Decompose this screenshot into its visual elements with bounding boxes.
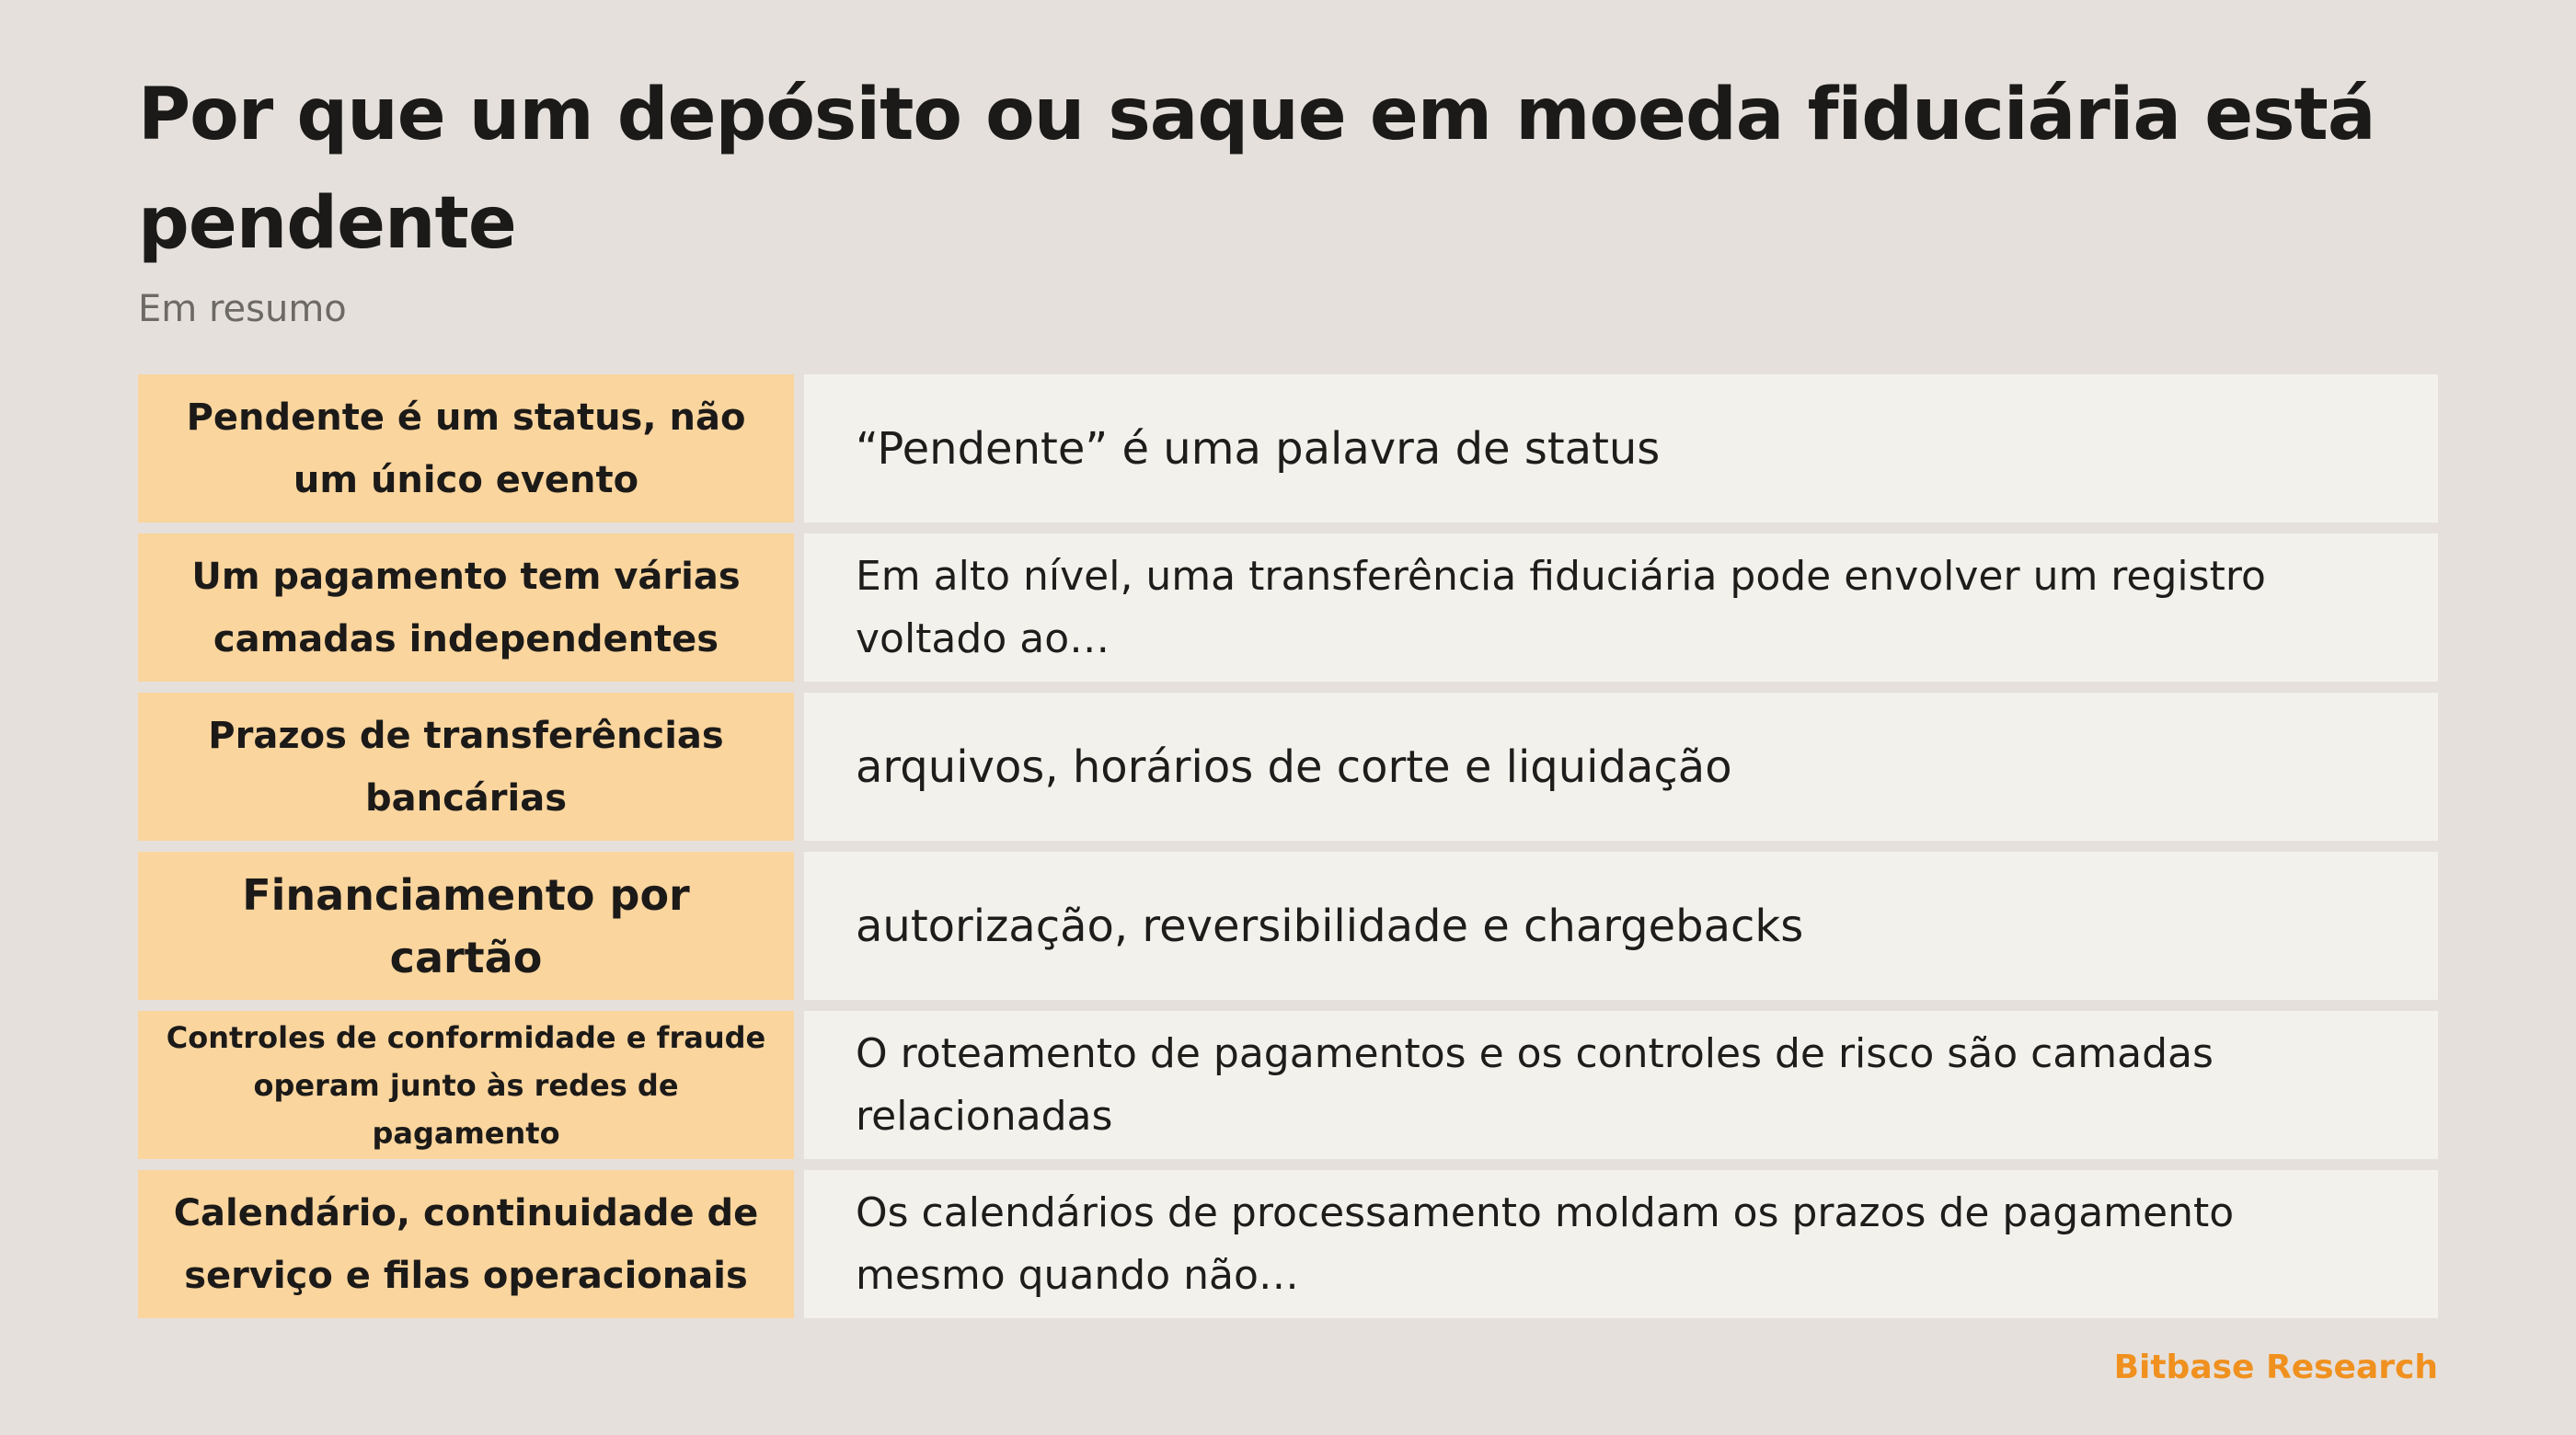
row-value: “Pendente” é uma palavra de status [804, 374, 2438, 522]
row-label: Pendente é um status, não um único evento [138, 374, 794, 522]
row-value: arquivos, horários de corte e liquidação [804, 693, 2438, 841]
row-label: Calendário, continuidade de serviço e filas operacionais [138, 1170, 794, 1318]
page-title: Por que um depósito ou saque em moeda fiduciária está pendente [138, 74, 2375, 265]
row-label: Controles de conformidade e fraude operam junto às redes de pagamento [138, 1011, 794, 1159]
row-value: Os calendários de processamento moldam os prazos de pagamento mesmo quando não… [804, 1170, 2438, 1318]
row-value: autorização, reversibilidade e chargebacks [804, 852, 2438, 1000]
brand-footer: Bitbase Research [2113, 1349, 2438, 1386]
table-row [138, 852, 2438, 1000]
summary-table [138, 374, 2438, 1318]
row-label: Um pagamento tem várias camadas independentes [138, 534, 794, 682]
row-value: O roteamento de pagamentos e os controles de risco são camadas relacionadas [804, 1011, 2438, 1159]
row-label: Prazos de transferências bancárias [138, 693, 794, 841]
row-label: Financiamento por cartão [138, 852, 794, 1000]
page-subtitle: Em resumo [138, 288, 347, 330]
table-row [138, 374, 2438, 522]
table-row [138, 693, 2438, 841]
table-row [138, 1170, 2438, 1318]
table-row [138, 1011, 2438, 1159]
page [138, 0, 2438, 1435]
row-value: Em alto nível, uma transferência fiduciária pode envolver um registro voltado ao… [804, 534, 2438, 682]
table-row [138, 534, 2438, 682]
